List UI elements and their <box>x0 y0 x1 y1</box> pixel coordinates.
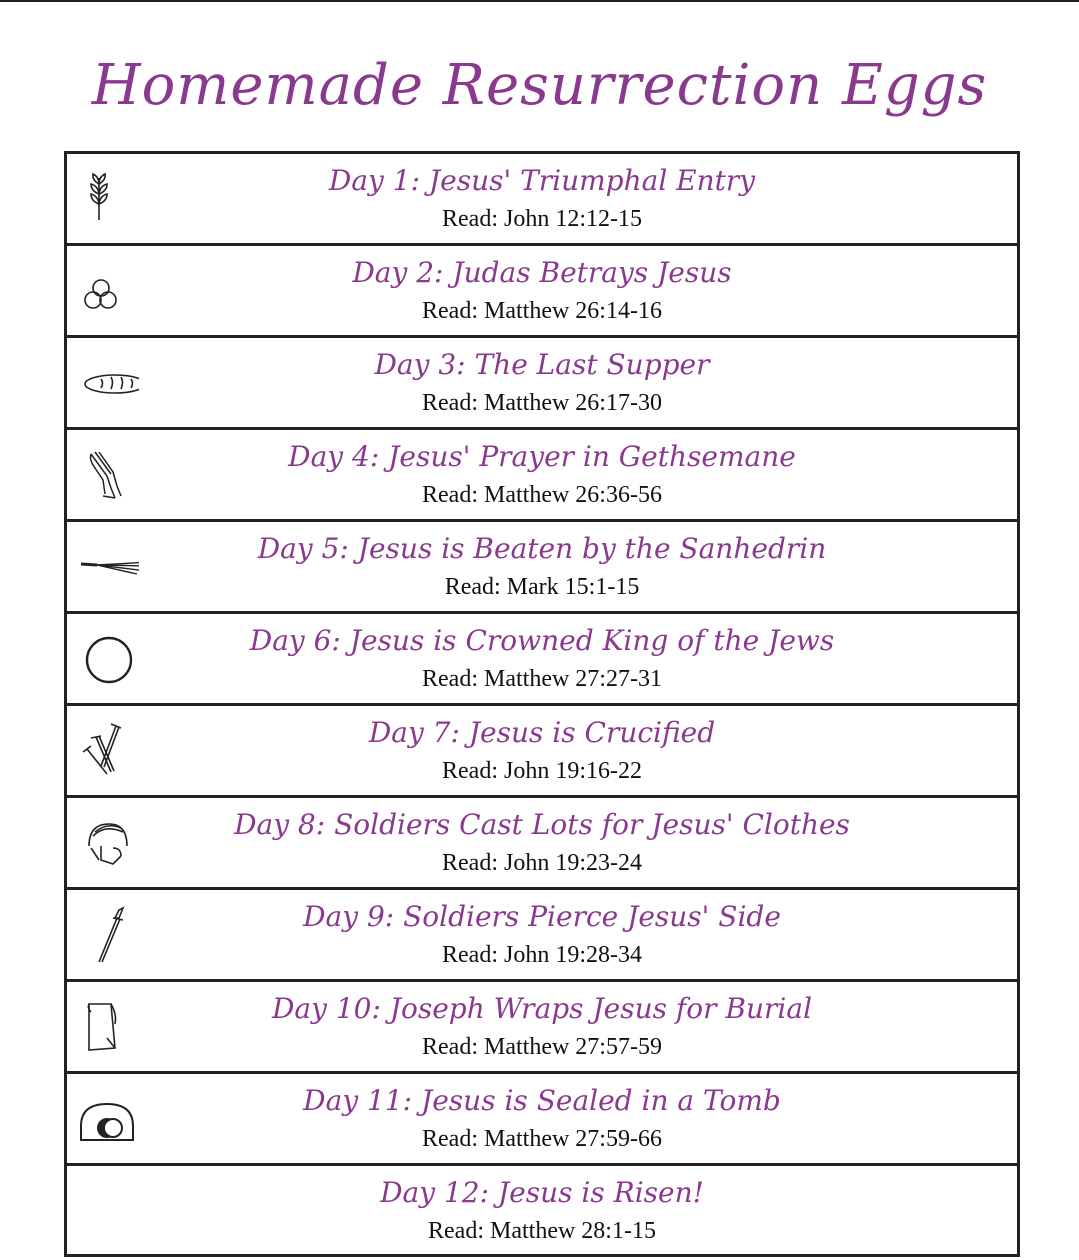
table-row <box>67 430 1017 522</box>
table-row <box>67 246 1017 338</box>
table-row <box>67 798 1017 890</box>
day-title: Day 3: The Last Supper <box>374 348 710 381</box>
reading-reference: Read: Matthew 27:59-66 <box>422 1126 662 1152</box>
reading-reference: Read: Mark 15:1-15 <box>444 574 640 600</box>
table-row <box>67 890 1017 982</box>
reading-reference: Read: John 19:23-24 <box>442 850 642 876</box>
table-row <box>67 338 1017 430</box>
day-title: Day 2: Judas Betrays Jesus <box>352 256 732 289</box>
top-rule <box>0 0 1079 2</box>
table-row <box>67 982 1017 1074</box>
table-row <box>67 1074 1017 1166</box>
day-title: Day 9: Soldiers Pierce Jesus' Side <box>303 900 781 933</box>
page-title: Homemade Resurrection Eggs <box>91 53 988 118</box>
reading-reference: Read: Matthew 26:36-56 <box>422 482 662 508</box>
day-title: Day 8: Soldiers Cast Lots for Jesus' Clothes <box>234 808 850 841</box>
reading-reference: Read: Matthew 28:1-15 <box>428 1218 656 1244</box>
reading-reference: Read: Matthew 27:57-59 <box>422 1034 662 1060</box>
table-row <box>67 706 1017 798</box>
table-row <box>67 614 1017 706</box>
egg-table <box>64 151 1020 1257</box>
day-title: Day 6: Jesus is Crowned King of the Jews <box>249 624 835 657</box>
table-row <box>67 1166 1017 1260</box>
day-title: Day 12: Jesus is Risen! <box>380 1176 704 1209</box>
reading-reference: Read: John 19:16-22 <box>442 758 642 784</box>
day-title: Day 11: Jesus is Sealed in a Tomb <box>303 1084 781 1117</box>
reading-reference: Read: Matthew 26:14-16 <box>422 298 662 324</box>
table-row <box>67 154 1017 246</box>
table-row <box>67 522 1017 614</box>
reading-reference: Read: Matthew 26:17-30 <box>422 390 662 416</box>
day-title: Day 7: Jesus is Crucified <box>368 716 716 749</box>
day-title: Day 4: Jesus' Prayer in Gethsemane <box>288 440 796 473</box>
reading-reference: Read: John 12:12-15 <box>442 206 642 232</box>
day-title: Day 1: Jesus' Triumphal Entry <box>328 164 756 197</box>
reading-reference: Read: John 19:28-34 <box>442 942 642 968</box>
day-title: Day 5: Jesus is Beaten by the Sanhedrin <box>257 532 827 565</box>
reading-reference: Read: Matthew 27:27-31 <box>422 666 662 692</box>
day-title: Day 10: Joseph Wraps Jesus for Burial <box>271 992 813 1025</box>
